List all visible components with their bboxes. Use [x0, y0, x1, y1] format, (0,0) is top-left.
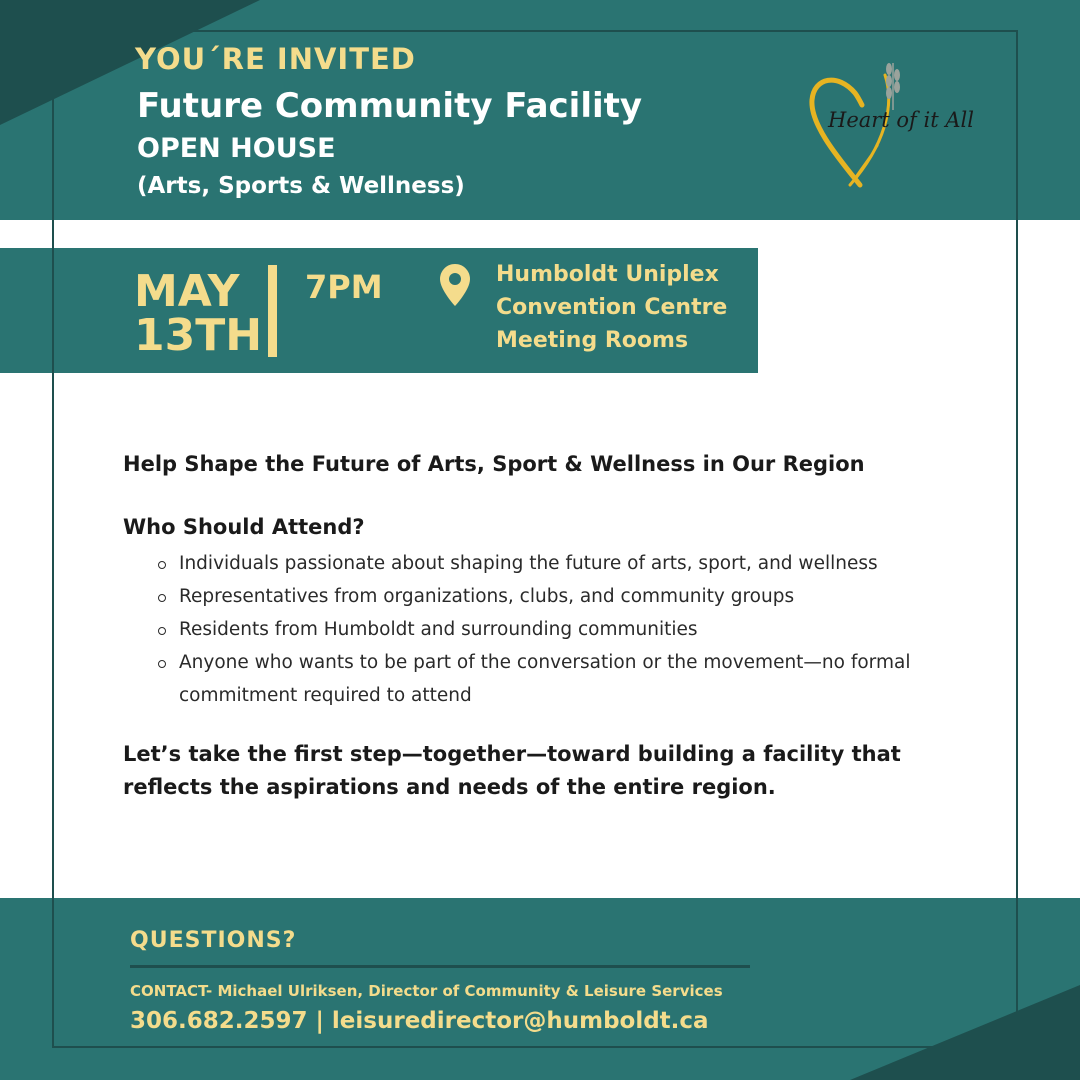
- list-item: Residents from Humboldt and surrounding communities: [155, 613, 985, 646]
- date-time-divider: [268, 265, 277, 357]
- attend-heading: Who Should Attend?: [123, 515, 365, 539]
- venue-line-3: Meeting Rooms: [496, 328, 689, 353]
- corner-triangle-bottom-right: [850, 985, 1080, 1080]
- list-item: Anyone who wants to be part of the conversation or the movement—no formal commitment required to attend: [155, 646, 985, 712]
- list-item: Individuals passionate about shaping the future of arts, sport, and wellness: [155, 547, 985, 580]
- questions-heading: QUESTIONS?: [130, 928, 297, 953]
- venue-line-1: Humboldt Uniplex: [496, 262, 719, 287]
- venue-line-2: Convention Centre: [496, 295, 728, 320]
- contact-phone-email[interactable]: 306.682.2597 | leisuredirector@humboldt.ca: [130, 1008, 709, 1034]
- attend-list: [155, 547, 985, 712]
- invited-label: YOU´RE INVITED: [135, 42, 416, 76]
- event-time: 7PM: [305, 268, 383, 306]
- event-topic-label: (Arts, Sports & Wellness): [137, 173, 465, 199]
- logo-text: Heart of it All: [828, 108, 974, 132]
- footer-divider: [130, 965, 750, 968]
- heart-of-it-all-logo: [800, 55, 1000, 190]
- body-heading: Help Shape the Future of Arts, Sport & Wellness in Our Region: [123, 452, 865, 476]
- open-house-label: OPEN HOUSE: [137, 133, 336, 164]
- page-title: Future Community Facility: [137, 86, 643, 126]
- event-day: 13TH: [134, 310, 263, 361]
- map-pin-icon: [440, 264, 470, 306]
- closing-statement: Let’s take the first step—together—toward building a facility that reflects the aspirations and needs of the entire region.: [123, 742, 901, 799]
- list-item: Representatives from organizations, clubs, and community groups: [155, 580, 985, 613]
- event-month: MAY: [134, 266, 240, 317]
- contact-name: CONTACT- Michael Ulriksen, Director of Community & Leisure Services: [130, 982, 723, 1000]
